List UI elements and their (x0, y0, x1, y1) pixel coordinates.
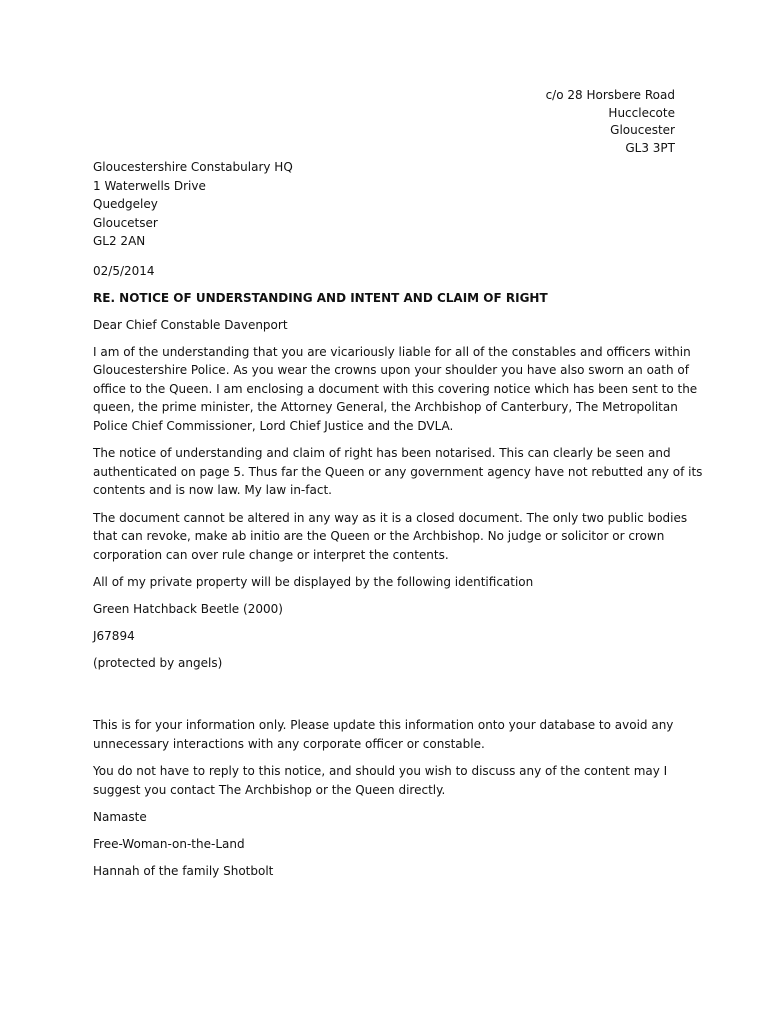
property-intro: All of my private property will be displayed by the following identification (93, 575, 534, 589)
paragraph-line: The document cannot be altered in any way as it is a closed document. The only two public bodies (93, 510, 688, 525)
paragraph-line: that can revoke, make ab initio are the Queen or the Archbishop. No judge or solicitor or crown (93, 529, 665, 543)
paragraph-line: You do not have to reply to this notice, and should you wish to discuss any of the content may I (93, 764, 668, 778)
recipient-address (93, 158, 683, 251)
paragraph-notarised (93, 444, 703, 500)
paragraph-closed-document (93, 509, 688, 565)
paragraph-line: suggest you contact The Archbishop or the Queen directly. (93, 782, 446, 797)
paragraph-line: office to the Queen. I am enclosing a document with this covering notice which has been sent to the (93, 381, 698, 396)
paragraph-vicarious-liability (93, 343, 698, 436)
paragraph-line: Police Chief Commissioner, Lord Chief Justice and the DVLA. (93, 418, 454, 433)
recipient-address-line: Gloucetser (93, 215, 158, 230)
paragraph-line: authenticated on page 5. Thus far the Queen or any government agency have not rebutted any of its (93, 464, 703, 479)
closing: Namaste (93, 810, 147, 824)
sender-address-line: Hucclecote (608, 105, 675, 120)
signature-title: Free-Woman-on-the-Land (93, 837, 245, 851)
sender-address-line: c/o 28 Horsbere Road (545, 88, 675, 102)
paragraph-line: unnecessary interactions with any corporate officer or constable. (93, 736, 485, 751)
sender-address-line: GL3 3PT (625, 140, 675, 155)
paragraph-line: queen, the prime minister, the Attorney General, the Archbishop of Canterbury, The Metropolitan (93, 400, 678, 414)
letter-subject: RE. NOTICE OF UNDERSTANDING AND INTENT AND CLAIM OF RIGHT (93, 290, 548, 305)
protection-note: (protected by angels) (93, 656, 223, 670)
vehicle-registration: J67894 (93, 629, 135, 643)
recipient-address-line: Gloucestershire Constabulary HQ (93, 160, 293, 174)
paragraph-line: Gloucestershire Police. As you wear the crowns upon your shoulder you have also sworn an oath of (93, 363, 689, 377)
paragraph-line: This is for your information only. Please update this information onto your database to avoid any (93, 718, 674, 732)
paragraph-line: corporation can over rule change or interpret the contents. (93, 547, 449, 562)
letter-date: 02/5/2014 (93, 263, 155, 278)
paragraph-information-only (93, 716, 683, 753)
paragraph-no-reply (93, 762, 683, 799)
vehicle-description: Green Hatchback Beetle (2000) (93, 602, 283, 616)
paragraph-line: contents and is now law. My law in-fact. (93, 483, 332, 497)
signature-name: Hannah of the family Shotbolt (93, 864, 274, 878)
sender-address-line: Gloucester (610, 123, 675, 137)
paragraph-line: The notice of understanding and claim of right has been notarised. This can clearly be seen and (93, 446, 671, 460)
letter-body (93, 158, 703, 880)
salutation: Dear Chief Constable Davenport (93, 317, 288, 332)
paragraph-line: I am of the understanding that you are vicariously liable for all of the constables and officers within (93, 344, 691, 359)
recipient-address-line: 1 Waterwells Drive (93, 178, 206, 193)
recipient-address-line: Quedgeley (93, 197, 158, 211)
sender-address (546, 87, 675, 157)
recipient-address-line: GL2 2AN (93, 234, 146, 248)
